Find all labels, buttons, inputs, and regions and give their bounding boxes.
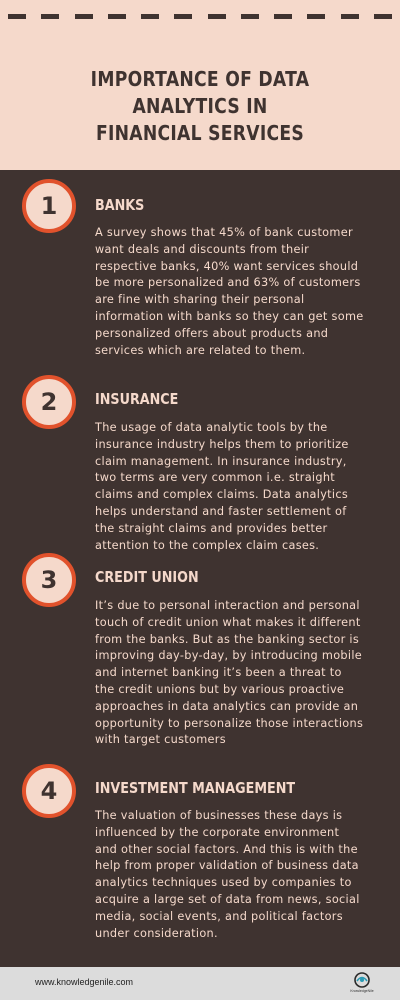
- title-line-2: FINANCIAL SERVICES: [95, 121, 305, 145]
- title-line-1: IMPORTANCE OF DATA ANALYTICS IN: [90, 67, 310, 118]
- section-body: A survey shows that 45% of bank customer want deals and discounts from their respective banks, 40% want services should be more personalized and 63% of customers are fine with sharing their personal information with banks so they can get some personalized offers about products and services which are related to them.: [95, 226, 364, 357]
- logo-mark: [347, 971, 377, 991]
- dash: [208, 14, 226, 19]
- dash: [374, 14, 392, 19]
- number-badge: 4: [22, 764, 76, 818]
- dash: [274, 14, 292, 19]
- logo-text: KnowledgeNile: [350, 989, 374, 993]
- dash: [307, 14, 325, 19]
- dashed-divider: [8, 14, 392, 19]
- dash: [41, 14, 59, 19]
- number-badge: 2: [22, 375, 76, 429]
- dash: [75, 14, 93, 19]
- dash: [341, 14, 359, 19]
- dash: [241, 14, 259, 19]
- page-title: [45, 66, 355, 147]
- number-badge: 1: [22, 179, 76, 233]
- section-body: The valuation of businesses these days is influenced by the corporate environment and other social factors. And this is with the help from proper validation of business data analytics techniques used by companies to acquire a large set of data from news, social media, social events, and political factors under consideration.: [95, 809, 360, 940]
- knowledgenile-logo-icon: [347, 971, 377, 997]
- section-title: INSURANCE: [95, 390, 179, 408]
- dash: [141, 14, 159, 19]
- section-body: It’s due to personal interaction and personal touch of credit union what makes it different from the banks. But as the banking sector is improving day-by-day, by introducing mobile and internet banking it’s been a threat to the credit unions but by various proactive approaches in data analytics can provide an opportunity to personalize those interactions with target customers: [95, 599, 364, 747]
- dash: [174, 14, 192, 19]
- dash: [8, 14, 26, 19]
- footer-url-link[interactable]: www.knowledgenile.com: [35, 977, 134, 987]
- section-title: CREDIT UNION: [95, 568, 199, 586]
- footer: [0, 967, 400, 1000]
- section-title: INVESTMENT MANAGEMENT: [95, 779, 296, 797]
- dash: [108, 14, 126, 19]
- header-banner: [0, 0, 400, 170]
- section-title: BANKS: [95, 196, 145, 214]
- number-badge: 3: [22, 553, 76, 607]
- section-body: The usage of data analytic tools by the insurance industry helps them to prioritize claim management. In insurance industry, two terms are very common i.e. straight claims and complex claims. Data analytics helps understand and faster settlement of the straight claims and provides better attention to the complex claim cases.: [95, 421, 349, 552]
